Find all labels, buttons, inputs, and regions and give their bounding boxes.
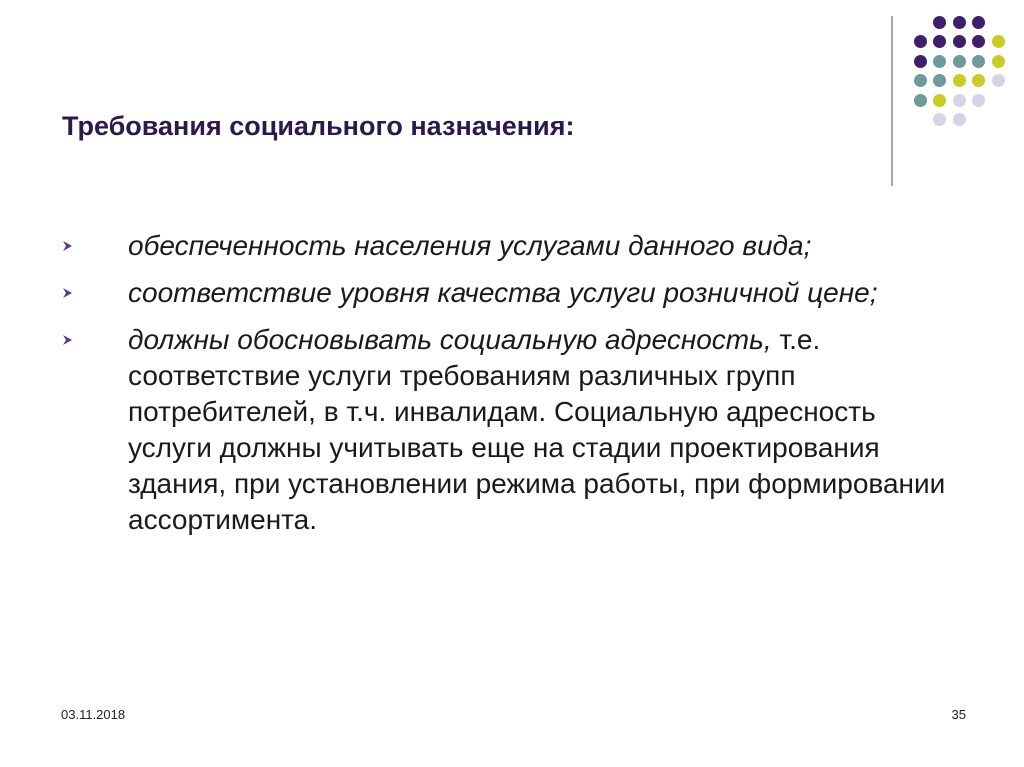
bullet-item: [62, 275, 962, 311]
decorative-dot: [914, 94, 927, 107]
decorative-dot: [914, 35, 927, 48]
decorative-dot: [933, 113, 946, 126]
bullet-text: т.е. соответствие услуги требованиям различных групп потребителей, в т.ч. инвалидам. Социальную адресность услуги должны учитывать еще на стадии проектирования здания, при установлении режима работы, при формировании ассортимента.: [128, 324, 946, 535]
bullet-text-italic: обеспеченность населения услугами данного вида;: [128, 230, 812, 261]
decorative-dot: [953, 94, 966, 107]
decorative-dot: [972, 74, 985, 87]
decorative-dot: [933, 55, 946, 68]
decorative-dot: [972, 94, 985, 107]
decorative-dot: [933, 35, 946, 48]
bullet-item: [62, 228, 962, 264]
decorative-dot: [953, 35, 966, 48]
decorative-dot: [953, 74, 966, 87]
decorative-dot: [972, 55, 985, 68]
decorative-dot: [933, 16, 946, 29]
decorative-dot: [972, 16, 985, 29]
decorative-dot: [953, 113, 966, 126]
arrow-bullet-icon: [62, 322, 76, 358]
footer-date: 03.11.2018: [61, 707, 126, 722]
slide-title: Требования социального назначения:: [62, 111, 575, 141]
decorative-dot: [953, 55, 966, 68]
decorative-dot: [933, 94, 946, 107]
decorative-dot: [992, 35, 1005, 48]
bullet-item: [62, 322, 962, 538]
arrow-bullet-icon: [62, 228, 76, 264]
decorative-dot: [933, 74, 946, 87]
decorative-dot: [914, 74, 927, 87]
decorative-dot: [992, 55, 1005, 68]
vertical-divider: [891, 16, 893, 186]
arrow-bullet-icon: [62, 275, 76, 311]
page-number: 35: [951, 707, 966, 722]
decorative-dot: [914, 55, 927, 68]
bullet-text-italic: соответствие уровня качества услуги розничной цене;: [128, 277, 878, 308]
decorative-dot: [992, 74, 1005, 87]
bullet-list: [62, 228, 962, 549]
decorative-dot: [972, 35, 985, 48]
bullet-text-italic: должны обосновывать социальную адресность,: [128, 324, 772, 355]
decorative-dot: [953, 16, 966, 29]
